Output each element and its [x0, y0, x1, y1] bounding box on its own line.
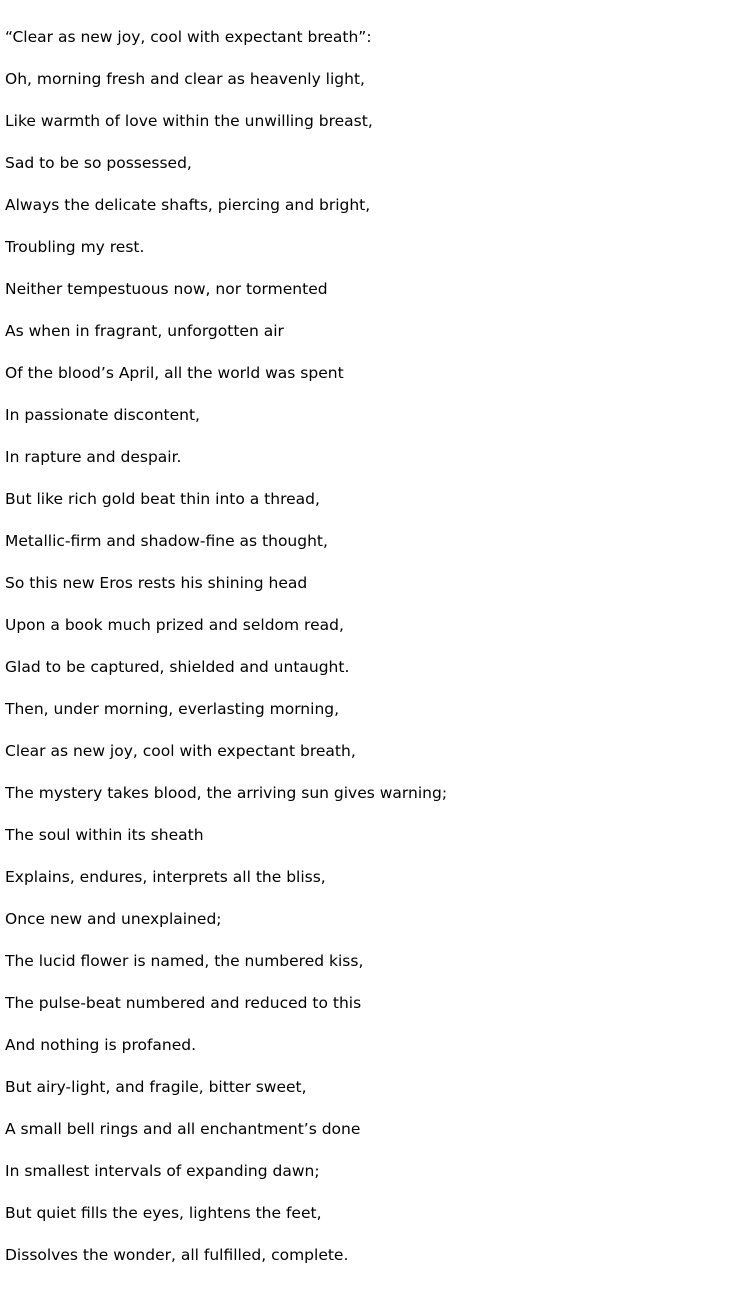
poem-line: In rapture and despair. [5, 448, 182, 466]
poem-line: The mystery takes blood, the arriving sun gives warning; [5, 784, 448, 802]
poem-line: But airy-light, and fragile, bitter sweet, [5, 1078, 307, 1096]
poem-line: And nothing is profaned. [5, 1036, 197, 1054]
poem-line: The pulse-beat numbered and reduced to this [5, 994, 362, 1012]
poem-line: The lucid flower is named, the numbered kiss, [5, 952, 364, 970]
poem-line: Like warmth of love within the unwilling breast, [5, 112, 373, 130]
poem-line: Clear as new joy, cool with expectant breath, [5, 742, 356, 760]
poem-line: Dissolves the wonder, all fulfilled, complete. [5, 1246, 349, 1264]
poem-line: But like rich gold beat thin into a thread, [5, 490, 320, 508]
poem-line: Oh, morning fresh and clear as heavenly light, [5, 70, 365, 88]
poem-line: “Clear as new joy, cool with expectant breath”: [5, 28, 372, 46]
poem-line: Upon a book much prized and seldom read, [5, 616, 344, 634]
poem-line: So this new Eros rests his shining head [5, 574, 308, 592]
poem-body [5, 27, 750, 1287]
poem-line: A small bell rings and all enchantment’s done [5, 1120, 361, 1138]
poem-line: In passionate discontent, [5, 406, 200, 424]
poem-line: Once new and unexplained; [5, 910, 222, 928]
poem-line: In smallest intervals of expanding dawn; [5, 1162, 320, 1180]
poem-line: Of the blood’s April, all the world was spent [5, 364, 344, 382]
poem-line: The soul within its sheath [5, 826, 204, 844]
poem-line: Glad to be captured, shielded and untaught. [5, 658, 350, 676]
poem-line: Troubling my rest. [5, 238, 145, 256]
poem-line: But quiet fills the eyes, lightens the feet, [5, 1204, 322, 1222]
poem-line: Metallic-firm and shadow-fine as thought, [5, 532, 328, 550]
poem-line: Sad to be so possessed, [5, 154, 192, 172]
poem-line: Explains, endures, interprets all the bliss, [5, 868, 326, 886]
poem-line: Neither tempestuous now, nor tormented [5, 280, 328, 298]
poem-line: Always the delicate shafts, piercing and bright, [5, 196, 371, 214]
poem-line: Then, under morning, everlasting morning, [5, 700, 340, 718]
poem-line: As when in fragrant, unforgotten air [5, 322, 284, 340]
